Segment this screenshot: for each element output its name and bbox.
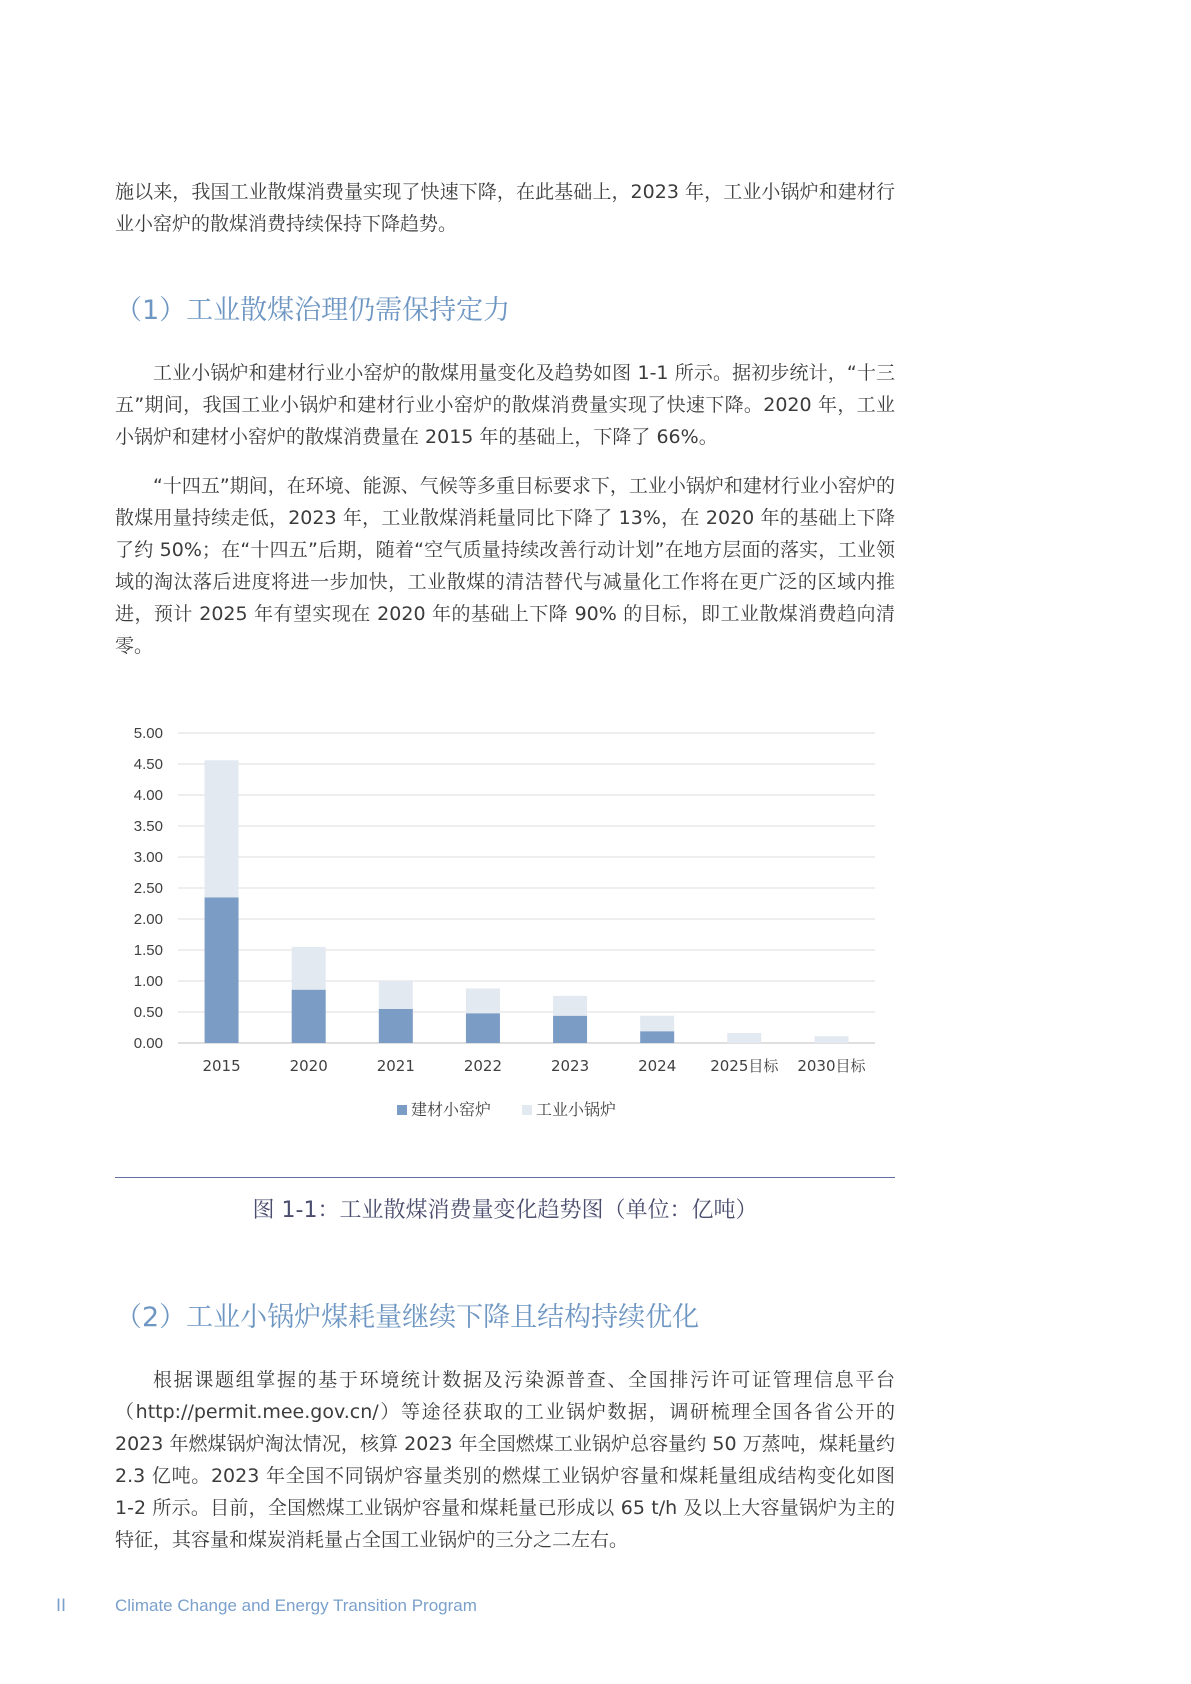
bar-boiler [640, 1016, 674, 1032]
legend-label: 建材小窑炉 [411, 1100, 492, 1119]
x-tick-label: 2021 [376, 1057, 415, 1075]
y-tick-label: 1.50 [133, 942, 163, 959]
intro-paragraph: 施以来，我国工业散煤消费量实现了快速下降，在此基础上，2023 年，工业小锅炉和建材行业小窑炉的散煤消费持续保持下降趋势。 [115, 181, 895, 235]
bar-boiler [379, 981, 413, 1009]
footer-program: Climate Change and Energy Transition Program [115, 1596, 477, 1615]
coal-consumption-chart [115, 715, 895, 1145]
bar-kiln [292, 990, 326, 1043]
section2-heading: （2）工业小锅炉煤耗量继续下降且结构持续优化 [115, 1302, 700, 1333]
x-tick-label: 2024 [638, 1057, 677, 1075]
x-tick-label: 2022 [463, 1057, 503, 1075]
bar-boiler [466, 988, 500, 1013]
bar-boiler [292, 947, 326, 990]
y-tick-label: 0.00 [133, 1035, 163, 1052]
legend-swatch [397, 1105, 407, 1115]
section2-paragraph-1: 根据课题组掌握的基于环境统计数据及污染源普查、全国排污许可证管理信息平台（http://permit.mee.gov.cn/）等途径获取的工业锅炉数据，调研梳理全国各省公开的 2023 年燃煤锅炉淘汰情况，核算 2023 年全国燃煤工业锅炉总容量约 50 万蒸吨，煤耗量约 2.3 亿吨。2023 年全国不同锅炉容量类别的燃煤工业锅炉容量和煤耗量组成结构变化如图 1-2 所示。目前，全国燃煤工业锅炉容量和煤耗量已形成以 65 t/h 及以上大容量锅炉为主的特征，其容量和煤炭消耗量占全国工业锅炉的三分之二左右。 [115, 1369, 895, 1551]
bar-kiln [640, 1031, 674, 1043]
page-number: II [56, 1596, 67, 1616]
y-tick-label: 4.00 [133, 787, 163, 804]
bar-boiler [727, 1033, 761, 1043]
figure-caption: 图 1-1：工业散煤消费量变化趋势图（单位：亿吨） [252, 1198, 758, 1223]
section1-paragraph-1: 工业小锅炉和建材行业小窑炉的散煤用量变化及趋势如图 1-1 所示。据初步统计，“十三五”期间，我国工业小锅炉和建材行业小窑炉的散煤消费量实现了快速下降。2020 年，工业小锅炉和建材小窑炉的散煤消费量在 2015 年的基础上，下降了 66%。 [115, 362, 895, 448]
y-tick-label: 3.00 [133, 849, 163, 866]
section1-heading: （1）工业散煤治理仍需保持定力 [115, 295, 511, 326]
y-tick-label: 2.00 [133, 911, 163, 928]
y-tick-label: 1.00 [133, 973, 163, 990]
y-tick-label: 5.00 [133, 725, 163, 742]
x-tick-label: 2015 [202, 1057, 241, 1075]
bar-kiln [379, 1009, 413, 1043]
section1-paragraph-2: “十四五”期间，在环境、能源、气候等多重目标要求下，工业小锅炉和建材行业小窑炉的散煤用量持续走低，2023 年，工业散煤消耗量同比下降了 13%，在 2020 年的基础上下降了约 50%；在“十四五”后期，随着“空气质量持续改善行动计划”在地方层面的落实，工业领域的淘汰落后进度将进一步加快，工业散煤的清洁替代与减量化工作将在更广泛的区域内推进，预计 2025 年有望实现在 2020 年的基础上下降 90% 的目标，即工业散煤消费趋向清零。 [115, 475, 895, 657]
legend-label: 工业小锅炉 [536, 1100, 617, 1119]
x-tick-label: 2023 [550, 1057, 590, 1075]
y-tick-label: 4.50 [133, 756, 163, 773]
bar-kiln [205, 897, 239, 1043]
y-tick-label: 0.50 [133, 1004, 163, 1021]
x-tick-label: 2025目标 [710, 1057, 779, 1075]
bar-kiln [466, 1013, 500, 1043]
bar-kiln [553, 1016, 587, 1043]
caption-rule [115, 1177, 895, 1178]
bar-boiler [553, 996, 587, 1016]
legend-swatch [522, 1105, 532, 1115]
bar-boiler [814, 1036, 848, 1043]
x-tick-label: 2020 [289, 1057, 328, 1075]
x-tick-label: 2030目标 [797, 1057, 866, 1075]
y-tick-label: 3.50 [133, 818, 163, 835]
y-tick-label: 2.50 [133, 880, 163, 897]
bar-boiler [205, 760, 239, 897]
